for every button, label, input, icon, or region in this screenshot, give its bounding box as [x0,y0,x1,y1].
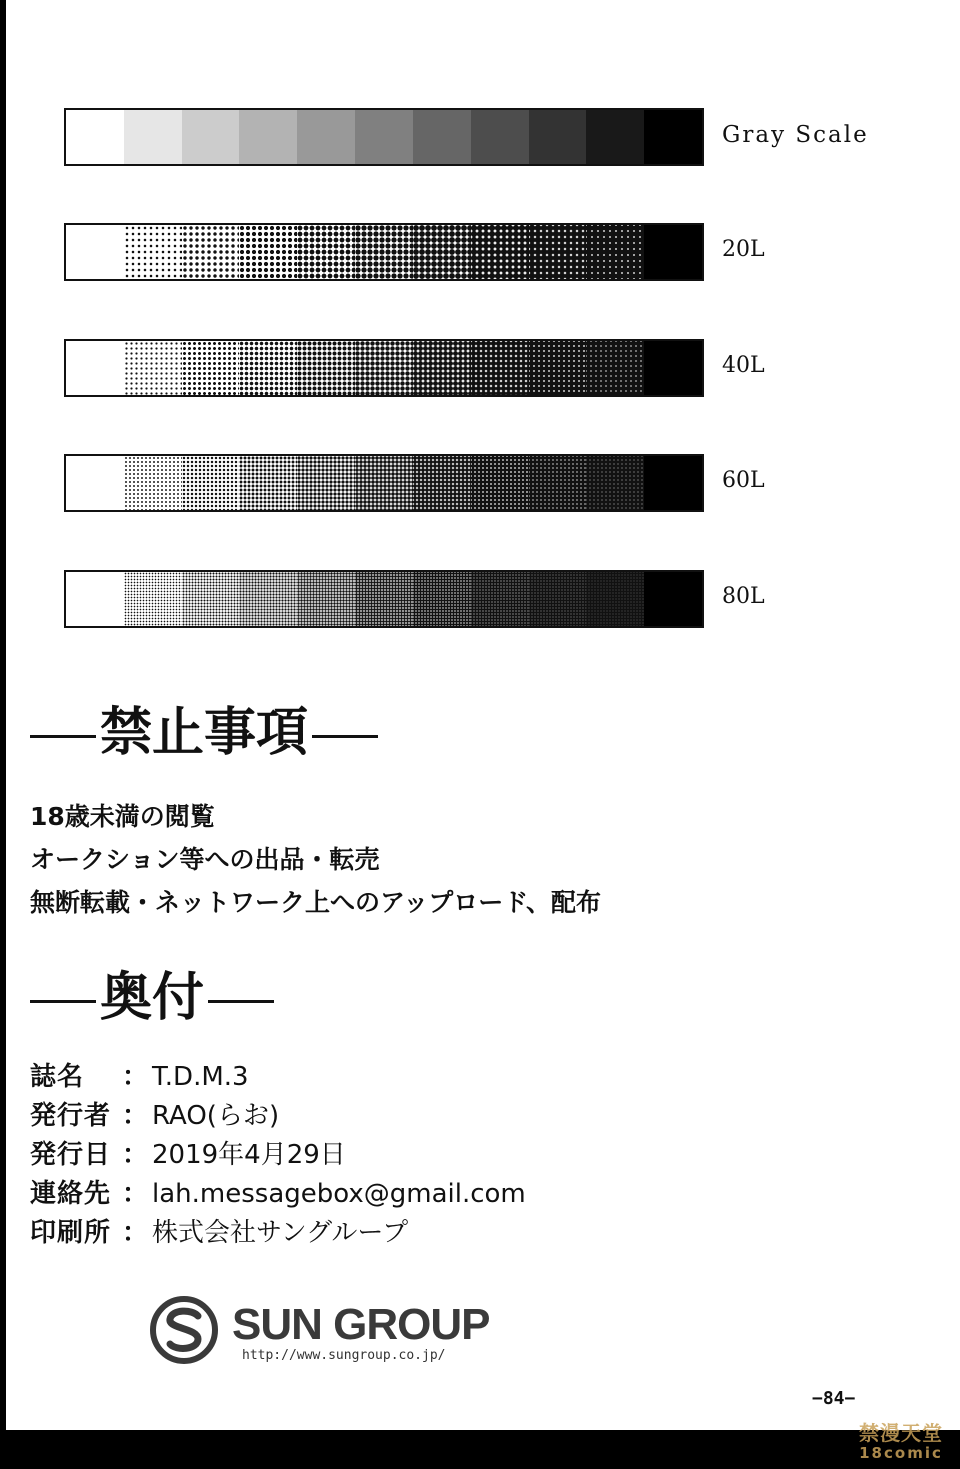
tone-bar-strip [64,454,704,512]
tone-bar-gray-scale [64,108,869,166]
tone-step [297,456,355,510]
tone-bar-20l [64,223,765,281]
tone-bar-label: 40L [722,353,765,378]
tone-step [124,456,182,510]
tone-step [529,456,587,510]
tone-step [239,456,297,510]
tone-step [644,572,702,626]
prohibited-heading-text: 禁止事項 [100,703,309,763]
tone-step [182,110,240,164]
tone-bar-label: 20L [722,237,765,262]
tone-step [182,572,240,626]
colophon-separator: ： [121,1062,148,1092]
tone-step [297,572,355,626]
tone-step [529,572,587,626]
tone-step [124,572,182,626]
tone-step [355,110,413,164]
tone-bar-40l [64,339,765,397]
tone-step [644,225,702,279]
prohibited-item: 無断転載・ネットワーク上へのアップロード、配布 [30,888,602,917]
tone-bar-label: Gray Scale [722,122,869,148]
tone-step [124,341,182,395]
tone-step [66,572,124,626]
tone-step [529,225,587,279]
scan-edge-left [0,0,6,1469]
tone-step [471,572,529,626]
tone-step [355,225,413,279]
colophon-value: RAO(らお) [152,1101,280,1131]
colophon-value: 2019年4月29日 [152,1140,346,1170]
prohibited-item: オークション等への出品・転売 [30,845,380,874]
tone-step [239,110,297,164]
colophon-table [30,1058,526,1253]
tone-step [66,110,124,164]
prohibited-heading [26,690,382,765]
tone-bar-label: 80L [722,584,765,609]
colophon-row-publisher [30,1097,526,1136]
tone-bar-80l [64,570,765,628]
tone-step [182,225,240,279]
tone-step [529,110,587,164]
colophon-separator: ： [121,1218,148,1248]
tone-step [66,341,124,395]
heading-dash-left [30,735,96,738]
colophon-key: 誌名 [30,1062,85,1092]
tone-step [586,456,644,510]
tone-step [182,456,240,510]
watermark-line-2: 18comic [859,1444,943,1462]
tone-bar-strip [64,223,704,281]
tone-step [355,572,413,626]
tone-step [644,456,702,510]
tone-step [239,572,297,626]
colophon-separator: ： [121,1101,148,1131]
tone-step [644,341,702,395]
tone-step [182,341,240,395]
tone-step [471,110,529,164]
colophon-separator: ： [121,1140,148,1170]
tone-bar-60l [64,454,765,512]
tone-step [586,110,644,164]
scan-edge-bottom [0,1430,960,1469]
heading-dash-right [208,1000,274,1003]
tone-step [413,456,471,510]
watermark [846,1422,956,1466]
tone-step [413,110,471,164]
tone-bar-label: 60L [722,468,765,493]
colophon-row-title [30,1058,526,1097]
tone-step [413,225,471,279]
tone-step [586,341,644,395]
sun-group-logo-icon [148,1294,220,1366]
tone-step [355,456,413,510]
tone-step [413,572,471,626]
tone-step [586,225,644,279]
tone-step [297,341,355,395]
colophon-key: 発行者 [30,1101,112,1131]
tone-step [355,341,413,395]
page-number: −84− [812,1388,856,1409]
colophon-heading-text: 奥付 [100,968,205,1028]
tone-step [124,110,182,164]
prohibited-item: 18歳未満の閲覧 [30,802,215,831]
colophon-row-contact [30,1175,526,1214]
colophon-value: lah.messagebox@gmail.com [152,1179,526,1209]
tone-step [644,110,702,164]
colophon-row-printer [30,1214,526,1253]
tone-step [66,456,124,510]
tone-bar-strip [64,570,704,628]
tone-step [297,225,355,279]
tone-bar-strip [64,339,704,397]
heading-dash-right [312,735,378,738]
tone-step [471,225,529,279]
tone-step [297,110,355,164]
colophon-value: T.D.M.3 [152,1062,249,1092]
sun-group-logo [148,1290,528,1370]
tone-step [471,456,529,510]
colophon-key: 連絡先 [30,1179,112,1209]
logo-url: http://www.sungroup.co.jp/ [242,1348,446,1363]
tone-step [586,572,644,626]
tone-bar-strip [64,108,704,166]
colophon-row-date [30,1136,526,1175]
tone-step [413,341,471,395]
colophon-value: 株式会社サングループ [152,1218,409,1248]
tone-step [239,341,297,395]
colophon-key: 印刷所 [30,1218,112,1248]
tone-step [471,341,529,395]
watermark-line-1: 禁漫天堂 [859,1421,943,1445]
logo-name: SUN GROUP [232,1300,490,1349]
prohibited-list [30,795,601,924]
tone-step [239,225,297,279]
colophon-heading [26,955,278,1030]
tone-step [529,341,587,395]
tone-step [66,225,124,279]
colophon-separator: ： [121,1179,148,1209]
tone-step [124,225,182,279]
colophon-key: 発行日 [30,1140,112,1170]
heading-dash-left [30,1000,96,1003]
